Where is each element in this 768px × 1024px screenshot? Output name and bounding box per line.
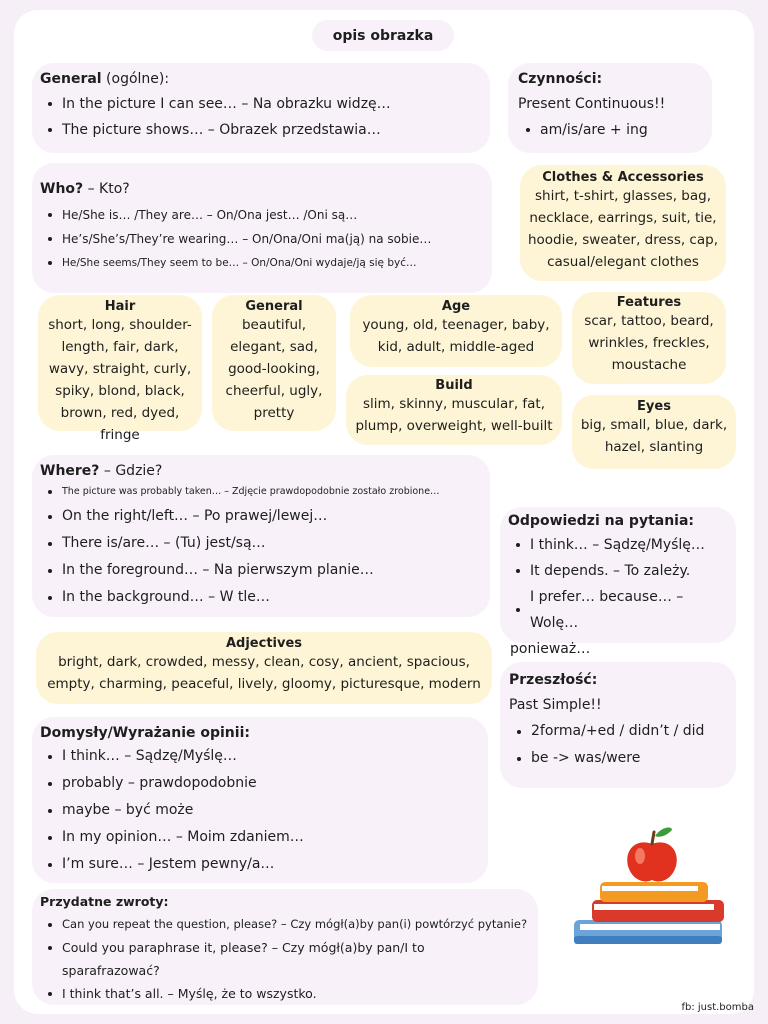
list-item: I’m sure… – Jestem pewny/a… — [40, 851, 480, 878]
hair-text: short, long, shoulder-length, fair, dark, wavy, straight, curly, spiky, blond, black, brown, red, dyed, fringe — [48, 317, 192, 443]
clothes-text: shirt, t-shirt, glasses, bag, necklace, earrings, suit, tie, hoodie, sweater, dress, cap, casual/elegant clothes — [527, 188, 718, 270]
eyes-section — [572, 395, 736, 469]
list-item: I think… – Sądzę/Myślę… — [508, 532, 728, 558]
list-item: Can you repeat the question, please? – Czy mógł(a)by pan(i) powtórzyć pytanie? — [40, 913, 530, 936]
features-section — [572, 292, 726, 384]
eyes-text: big, small, blue, dark, hazel, slanting — [580, 417, 728, 455]
czynnosci-section — [508, 63, 712, 153]
features-text: scar, tattoo, beard, wrinkles, freckles, moustache — [584, 313, 714, 373]
list-item: The picture was probably taken… – Zdjęcie prawdopodobnie zostało zrobione… — [40, 481, 482, 503]
where-heading: Where? – Gdzie? — [40, 463, 163, 479]
age-heading: Age — [441, 299, 471, 314]
list-item: In my opinion… – Moim zdaniem… — [40, 824, 480, 851]
general-adjectives-heading: General — [245, 299, 303, 314]
czynnosci-heading: Czynności: — [518, 71, 603, 87]
adjectives-section — [36, 632, 492, 704]
przydatne-heading: Przydatne zwroty: — [40, 894, 169, 909]
who-section — [32, 163, 492, 293]
przeszlosc-heading: Przeszłość: — [509, 672, 598, 688]
domysly-section — [32, 717, 488, 883]
books-apple-illustration — [566, 824, 730, 950]
domysly-heading: Domysły/Wyrażanie opinii: — [40, 725, 250, 741]
przeszlosc-section — [500, 662, 736, 788]
list-item: On the right/left… – Po prawej/lewej… — [40, 503, 482, 530]
list-item: be -> was/were — [509, 745, 727, 772]
list-item: He/She seems/They seem to be… – On/Ona/Oni wydaje/ją się być… — [40, 251, 484, 275]
general-section — [32, 63, 490, 153]
list-item: I prefer… because… – Wolę… — [508, 584, 728, 636]
features-heading: Features — [616, 295, 682, 310]
list-item: probably – prawdopodobnie — [40, 770, 480, 797]
general-adjectives-section — [212, 295, 336, 431]
build-text: slim, skinny, muscular, fat, plump, overweight, well-built — [355, 396, 553, 434]
page-title: opis obrazka — [312, 20, 454, 51]
list-item: Could you paraphrase it, please? – Czy mógł(a)by pan/I to — [40, 936, 530, 959]
age-section — [350, 295, 562, 367]
footer-credit: fb: just.bomba — [681, 1002, 754, 1013]
clothes-section — [520, 165, 726, 281]
list-item: In the background… – W tle… — [40, 584, 482, 611]
general-adjectives-text: beautiful, elegant, sad, good-looking, cheerful, ugly, pretty — [225, 317, 323, 421]
general-heading: General (ogólne): — [40, 71, 170, 87]
age-text: young, old, teenager, baby, kid, adult, middle-aged — [362, 317, 550, 355]
build-section — [346, 375, 562, 445]
przydatne-section — [32, 889, 538, 1005]
list-item: I think… – Sądzę/Myślę… — [40, 743, 480, 770]
list-item: In the picture I can see… – Na obrazku widzę… — [40, 91, 482, 117]
who-heading: Who? – Kto? — [40, 181, 130, 197]
where-section — [32, 455, 490, 617]
list-item: am/is/are + ing — [518, 117, 702, 143]
hair-heading: Hair — [104, 299, 136, 314]
list-item: He/She is… /They are… – On/Ona jest… /Oni są… — [40, 203, 484, 227]
list-item: 2forma/+ed / didn’t / did — [509, 718, 727, 745]
list-item: maybe – być może — [40, 797, 480, 824]
odpowiedzi-heading: Odpowiedzi na pytania: — [508, 513, 695, 529]
adjectives-heading: Adjectives — [225, 636, 303, 651]
clothes-heading: Clothes & Accessories — [542, 170, 704, 185]
czynnosci-line: Present Continuous!! — [518, 96, 666, 112]
przeszlosc-line: Past Simple!! — [509, 697, 602, 713]
przydatne-continuation: sparafrazować? — [62, 963, 160, 978]
hair-section — [38, 295, 202, 443]
list-item: There is/are… – (Tu) jest/są… — [40, 530, 482, 557]
list-item: The picture shows… – Obrazek przedstawia… — [40, 117, 482, 143]
list-item: I think that’s all. – Myślę, że to wszystko. — [40, 982, 530, 1006]
adjectives-text: bright, dark, crowded, messy, clean, cosy, ancient, spacious, empty, charming, peaceful, lively, gloomy, picturesque, modern — [47, 654, 481, 692]
list-item: He’s/She’s/They’re wearing… – On/Ona/Oni ma(ją) na sobie… — [40, 227, 484, 251]
build-heading: Build — [435, 378, 473, 393]
odpowiedzi-continuation: ponieważ… — [510, 641, 591, 657]
eyes-heading: Eyes — [637, 399, 671, 414]
odpowiedzi-section — [500, 507, 736, 657]
list-item: It depends. – To zależy. — [508, 558, 728, 584]
list-item: In the foreground… – Na pierwszym planie… — [40, 557, 482, 584]
